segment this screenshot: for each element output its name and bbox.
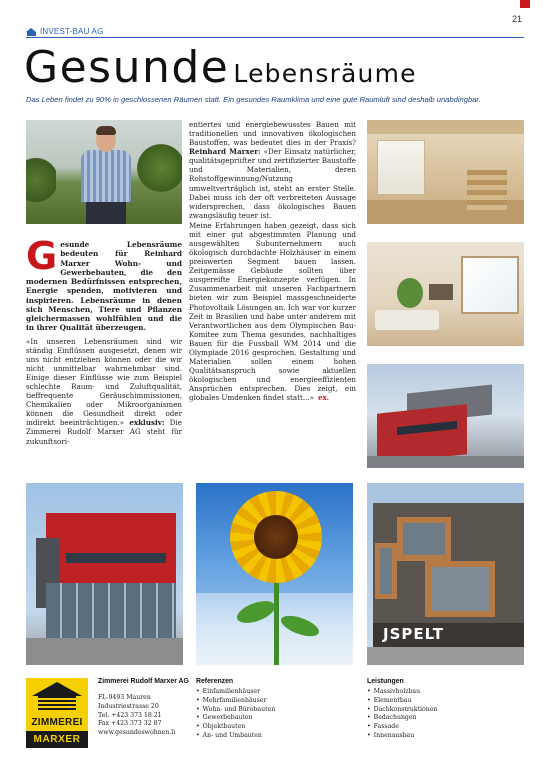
title-word-1: Gesunde [24,42,230,93]
section-tag-label: INVEST-BAU AG [40,27,104,36]
page-title [24,42,417,93]
website-link[interactable]: www.gesundeswohnen.li [98,729,176,737]
office-building-photo [367,364,524,468]
address-line: FL-9493 Mauren [98,694,151,701]
address-line: Industriestrasse 20 [98,702,159,710]
services-list [367,678,437,741]
list-item: • Objektbauten [196,723,275,732]
living-room-photo [367,242,524,346]
list-item: • Fassade [367,723,437,732]
list-item: • Wohn- und Bürobauten [196,706,275,715]
portrait-photo [26,120,182,224]
paragraph-text: entiertes und energiebewusstes Bauen mit traditionellen und innovativen ökologischen Baustoffen, was bedeutet dies in der Praxis? [189,120,356,148]
list-item: • Bedachungen [367,714,437,723]
logo-text-top: ZIMMEREI [26,714,88,731]
section-tag [26,27,104,36]
list-item: • Dachkonstruktionen [367,706,437,715]
list-item: • Innenausbau [367,732,437,741]
logo-text-bottom: MARXER [26,731,88,748]
company-name: Zimmerei Rudolf Marxer AG [98,678,189,685]
body-paragraph [26,337,182,446]
lead-paragraph: Das Leben findet zu 90% in geschlossenen Räumen statt. Ein gesundes Raumklima und eine gute Raumluft sind deshalb unabdingbar. [26,95,481,104]
list-item: • An- und Umbauten [196,732,275,741]
title-word-2: Lebensräume [233,59,417,88]
speaker-label: Reinhard Marxer: [189,147,261,157]
body-paragraph [189,120,356,220]
roof-icon [26,678,88,714]
article-column-1 [26,234,182,447]
list-item: • Massivholzbau [367,688,437,697]
company-address [98,694,175,738]
continuation-text: Die Zimmerei Rudolf Marxer AG steht für zukunftsori- [26,418,182,446]
phone-line: Tel. +423 373 18 21 [98,711,162,719]
end-mark: ex. [318,393,330,403]
quote-text: «Der Einsatz natürlicher, qualitätsgeprüfter und zertifizierter Baustoffe und Materialien, deren Rohstoffgewinnung/Nutzung umweltverträglich ist, steht an erster Stelle. Dabei muss ich der oft verbreiteten Aussage widersprechen, dass ökologisches Bauen zwangsläufig teuer ist. [189,147,356,220]
body-paragraph [189,221,356,403]
list-item: • Elementbau [367,697,437,706]
intro-paragraph [26,234,182,333]
wooden-interior-photo [367,120,524,224]
company-logo [26,678,88,748]
intro-text: esunde Lebensräume bedeuten für Reinhard Marxer Wohn- und Gewerbebauten, die den modernen Bedürfnissen entsprechen, Energie spenden, motivieren und inspirieren. Lebensräume in denen sich Menschen, Tiere und Pflanzen gleichermassen wohlfühlen und die in ihrer Qualität überzeugen. [26,240,182,333]
building-sign-text: JSPELT [383,625,444,643]
building-sign [373,623,524,647]
page-corner-marker [520,0,530,8]
references-list [196,678,275,741]
drop-cap: G [26,234,58,278]
references-heading: Referenzen [196,678,234,685]
page-number: 21 [512,14,523,24]
quote-text: «In unseren Lebensräumen sind wir ständig Einflüssen ausgesetzt, denen wir uns nicht entziehen können oder die wir nicht unmittelbar wahrnehmbar sind. Einige dieser Einflüsse wie zum Beispiel schlechte Raum- und Zuluftqualität, tieffrequente Geräuschimmissionen, Chemikalien oder Mikroorganismen können die Gesundheit direkt oder indirekt beeinträchtigen.» [26,336,182,428]
list-item: • Einfamilienhäuser [196,688,275,697]
sunflower-photo [196,483,353,665]
red-building-photo [26,483,183,665]
paragraph-text: Meine Erfahrungen haben gezeigt, dass sich mit einer gut abgestimmten Planung und ausgewählten Subunternehmern auch ökologisch durchdachte Holzhäuser in einem preiswerten Segment bauen lassen. Zeitgemässe Gebäude sollten über ausgereifte Energiekonzepte verfügen. In Zusammenarbeit mit unseren Fachpartnern bieten wir zum Beispiel massgeschneiderte Photovoltaik Lösungen an. Ich war vor kurzer Zeit in Brasilien und habe unter anderem mit Verantwortlichen aus dem Olympischen Bau-Komitee zum Thema gesundes, nachhaltiges Bauen für die Fussball WM 2014 und die Olympiade 2016 gesprochen. Gestaltung und Materialien sollen einem hohen Qualitätsanspruch sowie aktuellen ökologischen und energieeffizienten Ansprüchen entsprechen. Dies zeigt, ein globales Umdenken findet statt...» [189,220,356,403]
list-item: • Gewerbebauten [196,714,275,723]
list-item: • Mehrfamilienhäuser [196,697,275,706]
services-heading: Leistungen [367,678,404,685]
house-icon [26,28,37,36]
article-column-2 [189,120,356,404]
fax-line: Fax +423 373 32 87 [98,720,162,728]
interview-label: exklusiv: [129,418,165,428]
wood-facade-building-photo [367,483,524,665]
section-divider [26,37,524,38]
